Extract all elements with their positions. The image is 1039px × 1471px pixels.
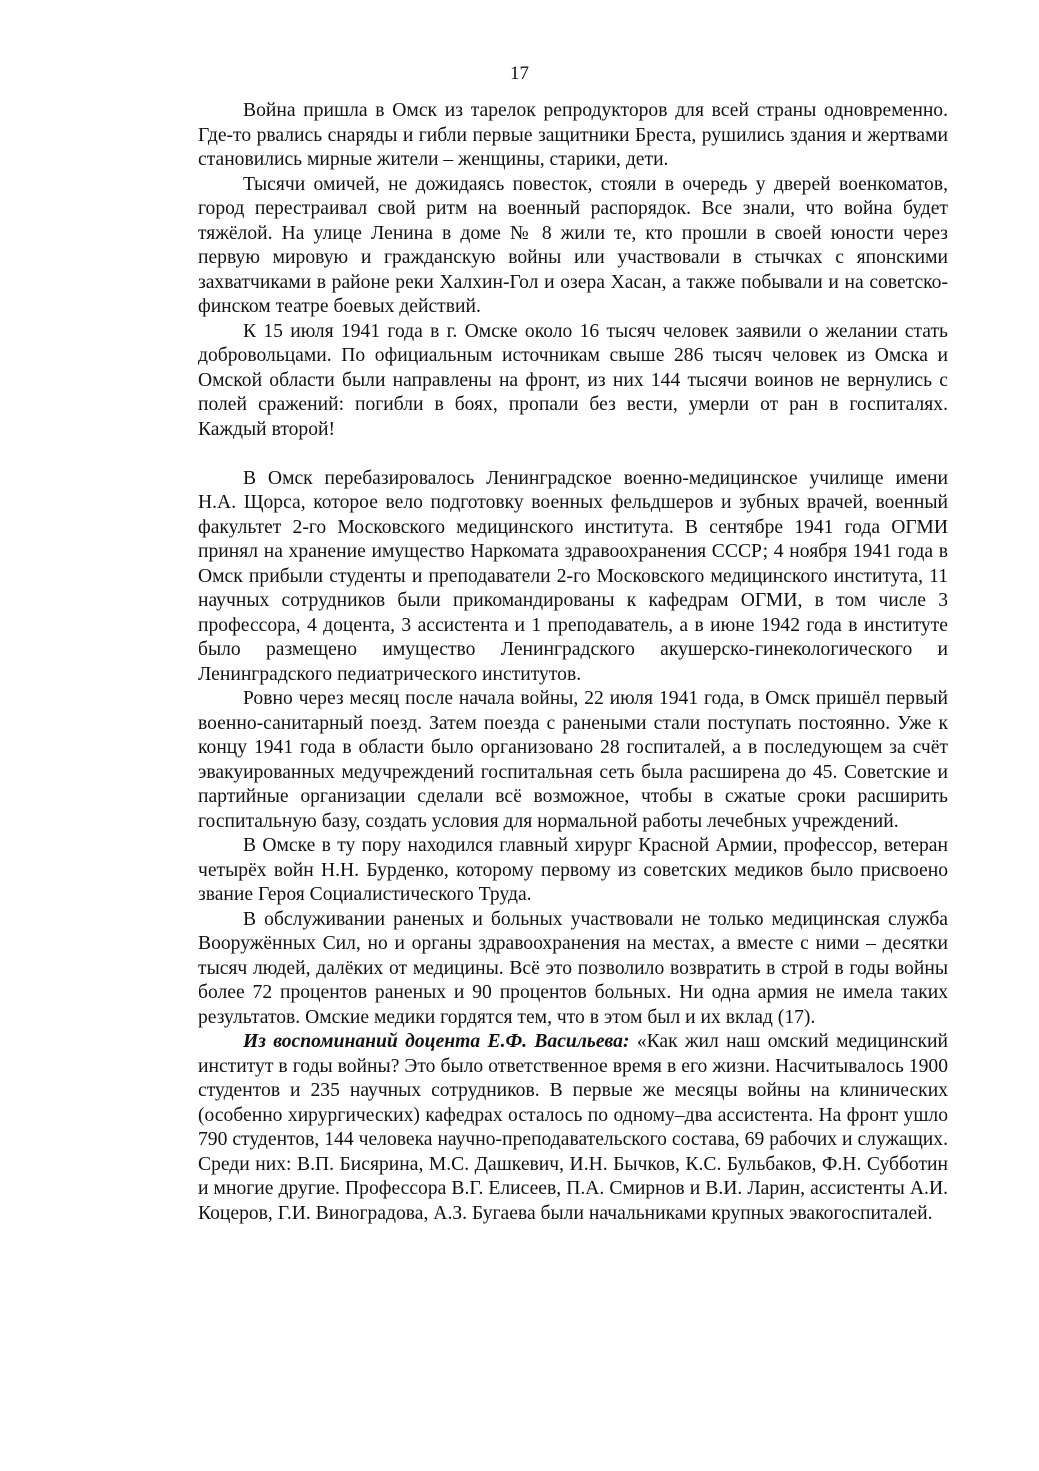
paragraph-text: Война пришла в Омск из тарелок репродукторов для всей страны одновременно. Где-то рвались снаряды и гибли первые защитники Бреста, рушились здания и жертвами становились мирные жители – женщины, старики, дети. — [198, 100, 948, 170]
paragraph-vasiliev-memoir — [198, 1030, 948, 1226]
paragraph-war-arrival — [198, 99, 948, 173]
page-number: 17 — [510, 63, 529, 84]
paragraph-hospital-train — [198, 687, 948, 834]
paragraph-text: «Как жил наш омский медицинский институт в годы войны? Это было ответственное время в его жизни. Насчитывалось 1900 студентов и 235 научных сотрудников. В первые же месяцы войны на клинических (особенно хирургических) кафедрах осталось по одному–два ассистента. На фронт ушло 790 студентов, 144 человека научно-преподавательского состава, 69 рабочих и служащих. Среди них: В.П. Бисярина, М.С. Дашкевич, И.Н. Бычков, К.С. Бульбаков, Ф.Н. Субботин и многие другие. Профессора В.Г. Елисеев, П.А. Смирнов и В.И. Ларин, ассистенты А.И. Коцеров, Г.И. Виноградова, А.З. Бугаева были начальниками крупных эвакогоспиталей. — [198, 1031, 948, 1224]
paragraph-evacuated-institutions — [198, 467, 948, 688]
body-text — [198, 99, 948, 1226]
paragraph-text: В обслуживании раненых и больных участвовали не только медицинская служба Вооружённых Сил, но и органы здравоохранения на местах, а вместе с ними – десятки тысяч людей, далёких от медицины. Всё это позволило возвратить в строй в годы войны более 72 процентов раненых и 90 процентов больных. Ни одна армия не имела таких результатов. Омские медики гордятся тем, что в этом был и их вклад (17). — [198, 908, 948, 1028]
paragraph-volunteers-queue — [198, 173, 948, 320]
paragraph-text: В Омске в ту пору находился главный хирург Красной Армии, профессор, ветеран четырёх войн Н.Н. Бурденко, которому первому из советских медиков было присвоено звание Героя Социалистического Труда. — [198, 835, 948, 905]
memoir-lead-in: Из воспоминаний доцента Е.Ф. Васильева: — [243, 1031, 630, 1052]
paragraph-burdenko — [198, 834, 948, 908]
paragraph-text: Ровно через месяц после начала войны, 22 июля 1941 года, в Омск пришёл первый военно-санитарный поезд. Затем поезда с ранеными стали поступать постоянно. Уже к концу 1941 года в области было организовано 28 госпиталей, а в последующем за счёт эвакуированных медучреждений госпитальная сеть была расширена до 45. Советские и партийные организации сделали всё возможное, чтобы в сжатые сроки расширить госпитальную базу, создать условия для нормальной работы лечебных учреждений. — [198, 688, 948, 832]
paragraph-volunteer-statistics — [198, 320, 948, 443]
paragraph-text: В Омск перебазировалось Ленинградское военно-медицинское училище имени Н.А. Щорса, которое вело подготовку военных фельдшеров и зубных врачей, военный факультет 2-го Московского медицинского института. В сентябре 1941 года ОГМИ принял на хранение имущество Наркомата здравоохранения СССР; 4 ноября 1941 года в Омск прибыли студенты и преподаватели 2-го Московского медицинского института, 11 научных сотрудников были прикомандированы к кафедрам ОГМИ, в том числе 3 профессора, 4 доцента, 3 ассистента и 1 преподаватель, а в июне 1942 года в институте было размещено имущество Ленинградского акушерско-гинекологического и Ленинградского педиатрического институтов. — [198, 467, 948, 685]
paragraph-text: К 15 июля 1941 года в г. Омске около 16 тысяч человек заявили о желании стать добровольцами. По официальным источникам свыше 286 тысяч человек из Омска и Омской области были направлены на фронт, из них 144 тысячи воинов не вернулись с полей сражений: погибли в боях, пропали без вести, умерли от ран в госпиталях. Каждый второй! — [198, 320, 948, 440]
paragraph-medical-service — [198, 908, 948, 1031]
paragraph-text: Тысячи омичей, не дожидаясь повесток, стояли в очередь у дверей военкоматов, город перестраивал свой ритм на военный распорядок. Все знали, что война будет тяжёлой. На улице Ленина в доме № 8 жили те, кто прошли в своей юности через первую мировую и гражданскую войны или участвовали в стычках с японскими захватчиками в районе реки Халхин-Гол и озера Хасан, а также побывали и на советско-финском театре боевых действий. — [198, 173, 948, 317]
